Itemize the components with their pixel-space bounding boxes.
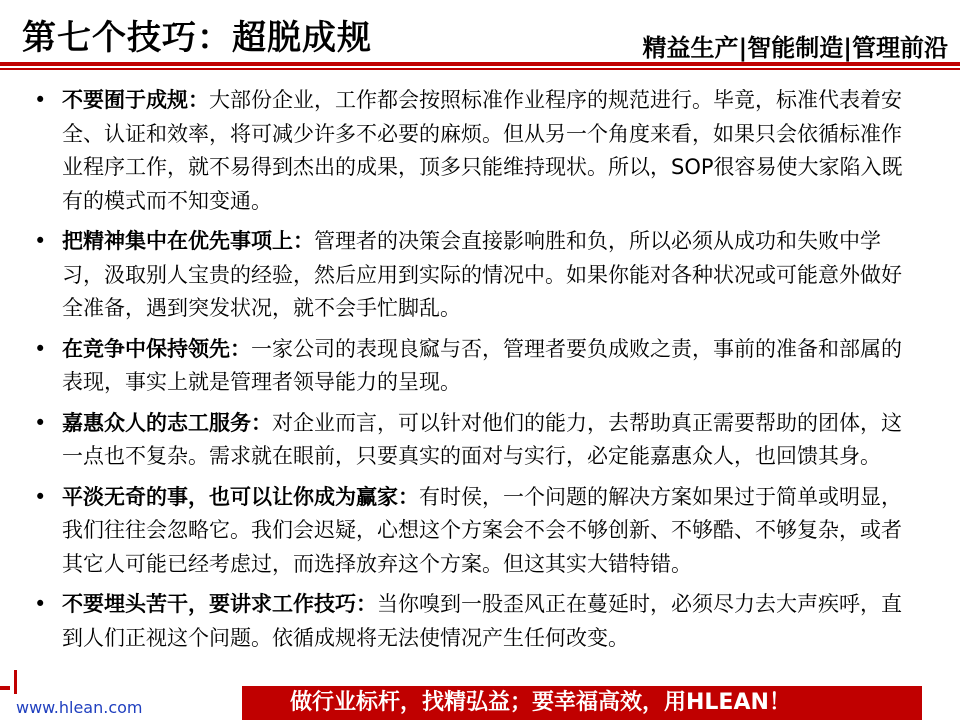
item-text: 管理者的决策会直接影响胜和负，所以必须从成功和失败中学习，汲取别人宝贵的经验，然后应用到实际的情况中。如果你能对各种状况或可能意外做好全准备，遇到突发状况，就不会手忙脚乱。 [62,229,902,320]
item-lead: 不要埋头苦干，要讲求工作技巧： [62,592,377,616]
list-item [34,481,914,582]
footer-accent-bar [0,686,10,690]
bullet-list [34,84,914,662]
item-lead: 把精神集中在优先事项上： [62,229,314,253]
footer-slogan: 做行业标杆，找精弘益；要幸福高效，用HLEAN！ [290,690,791,715]
brand-tagline: 精益生产|智能制造|管理前沿 [642,34,948,62]
item-lead: 在竞争中保持领先： [62,336,251,361]
website-url[interactable]: www.hlean.com [16,698,143,717]
footer-slogan-band [242,686,922,720]
page-number: 9 [926,689,938,710]
header-rule-thin [0,68,960,70]
footer-accent-mark [14,670,17,694]
item-lead: 不要囿于成规： [62,88,209,112]
item-text: 大部份企业，工作都会按照标准作业程序的规范进行。毕竟，标准代表着安全、认证和效率，将可减少许多不必要的麻烦。但从另一个角度来看，如果只会依循标准作业程序工作，就不易得到杰出的成果，顶多只能维持现状。所以，SOP很容易使大家陷入既有的模式而不知变通。 [62,88,903,213]
slide-title: 第七个技巧：超脱成规 [22,18,372,58]
list-item [34,407,914,474]
item-text: 有时侯，一个问题的解决方案如果过于简单或明显，我们往往会忽略它。我们会迟疑，心想这个方案会不会不够创新、不够酷、不够复杂，或者其它人可能已经考虑过，而选择放弃这个方案。但这其实大错特错。 [62,484,902,576]
header-rule [0,62,960,66]
item-text: 对企业而言，可以针对他们的能力，去帮助真正需要帮助的团体，这一点也不复杂。需求就在眼前，只要真实的面对与实行，必定能嘉惠众人，也回馈其身。 [62,410,902,468]
list-item [34,333,914,400]
list-item [34,225,914,326]
item-lead: 平淡无奇的事，也可以让你成为赢家： [62,484,419,509]
list-item [34,84,914,218]
list-item [34,588,914,655]
item-lead: 嘉惠众人的志工服务： [62,410,272,435]
item-text: 一家公司的表现良窳与否，管理者要负成败之责，事前的准备和部属的表现，事实上就是管理者领导能力的呈现。 [62,336,902,394]
item-text: 当你嗅到一股歪风正在蔓延时，必须尽力去大声疾呼，直到人们正视这个问题。依循成规将无法使情况产生任何改变。 [62,592,902,650]
